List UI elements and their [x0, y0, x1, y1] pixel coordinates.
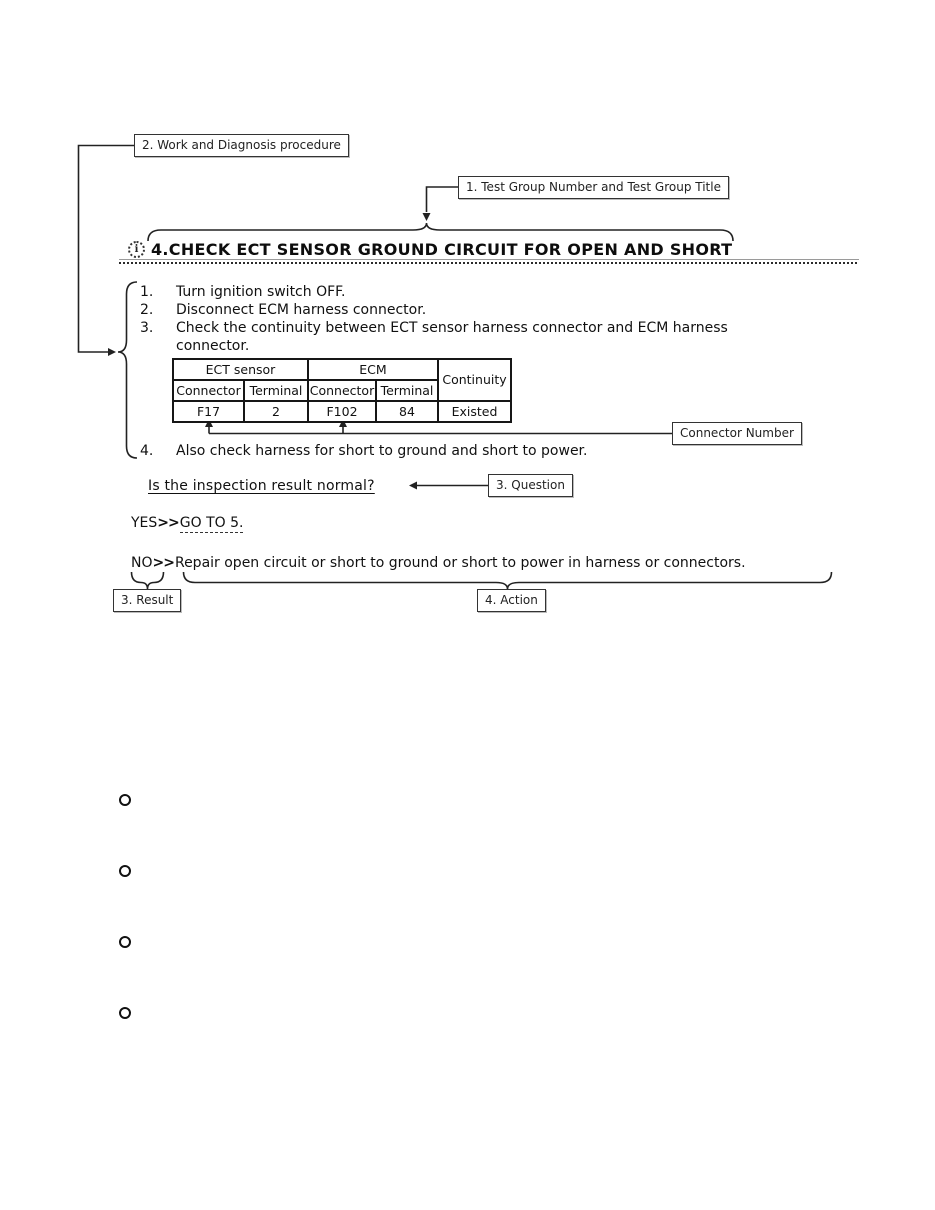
- steps-left-brace: [118, 282, 137, 458]
- table-cell: 2: [244, 401, 308, 422]
- arrowhead-down: [423, 213, 431, 221]
- step-number: 2.: [140, 302, 154, 318]
- table-group-header: ECT sensor: [173, 359, 308, 380]
- result-line-no: [131, 555, 746, 571]
- step-number: 3.: [140, 320, 154, 336]
- step-number: 1.: [140, 284, 154, 300]
- table-sub-header: Connector: [173, 380, 244, 401]
- callout-action: 4. Action: [477, 589, 546, 612]
- bullet-circle: [119, 1007, 131, 1019]
- callout-result: 3. Result: [113, 589, 181, 612]
- callout-connector-number: Connector Number: [672, 422, 802, 445]
- table-group-header: Continuity: [438, 359, 511, 401]
- action-under-brace: [184, 572, 832, 589]
- step-text: Turn ignition switch OFF.: [176, 284, 346, 300]
- heading-over-brace: [148, 223, 733, 241]
- table-sub-header: Terminal: [244, 380, 308, 401]
- bullet-circle: [119, 865, 131, 877]
- test-group-connector-line: [427, 187, 459, 212]
- callout-test-group: 1. Test Group Number and Test Group Title: [458, 176, 729, 199]
- chevrons: >>: [157, 515, 179, 531]
- result-under-brace: [132, 572, 164, 589]
- goto-link[interactable]: GO TO 5.: [179, 515, 244, 531]
- result-line-yes: [131, 515, 243, 531]
- heading-title: 4.CHECK ECT SENSOR GROUND CIRCUIT FOR OPEN AND SHORT: [151, 240, 733, 259]
- chevrons: >>: [152, 555, 174, 571]
- continuity-table: [172, 358, 512, 423]
- step-text: Also check harness for short to ground and short to power.: [176, 443, 588, 459]
- table-sub-header: Connector: [308, 380, 376, 401]
- work-diagnosis-connector-line: [79, 146, 135, 353]
- heading-dotted-rule: [119, 259, 859, 265]
- table-cell: Existed: [438, 401, 511, 422]
- table-cell: F17: [173, 401, 244, 422]
- action-text: Repair open circuit or short to ground or short to power in harness or connectors.: [174, 555, 746, 571]
- info-icon: i: [128, 241, 145, 258]
- callout-work-diagnosis: 2. Work and Diagnosis procedure: [134, 134, 349, 157]
- result-label: NO: [131, 555, 153, 571]
- step-number: 4.: [140, 443, 154, 459]
- step-3: [140, 319, 728, 337]
- step-4: [140, 442, 587, 460]
- arrowhead-right: [108, 348, 116, 356]
- step-text: Check the continuity between ECT sensor harness connector and ECM harness: [176, 320, 728, 336]
- step-text: Disconnect ECM harness connector.: [176, 302, 427, 318]
- callout-question: 3. Question: [488, 474, 573, 497]
- bullet-circle: [119, 936, 131, 948]
- step-2: [140, 301, 426, 319]
- arrowhead-left: [409, 482, 417, 490]
- table-cell: 84: [376, 401, 438, 422]
- step-1: [140, 283, 345, 301]
- step-text: connector.: [176, 338, 250, 354]
- result-label: YES: [131, 515, 158, 531]
- table-group-header: ECM: [308, 359, 438, 380]
- bullet-circle: [119, 794, 131, 806]
- question-text: Is the inspection result normal?: [148, 478, 375, 494]
- table-sub-header: Terminal: [376, 380, 438, 401]
- table-cell: F102: [308, 401, 376, 422]
- step-3-wrap: [176, 337, 249, 355]
- test-group-heading: [128, 240, 732, 259]
